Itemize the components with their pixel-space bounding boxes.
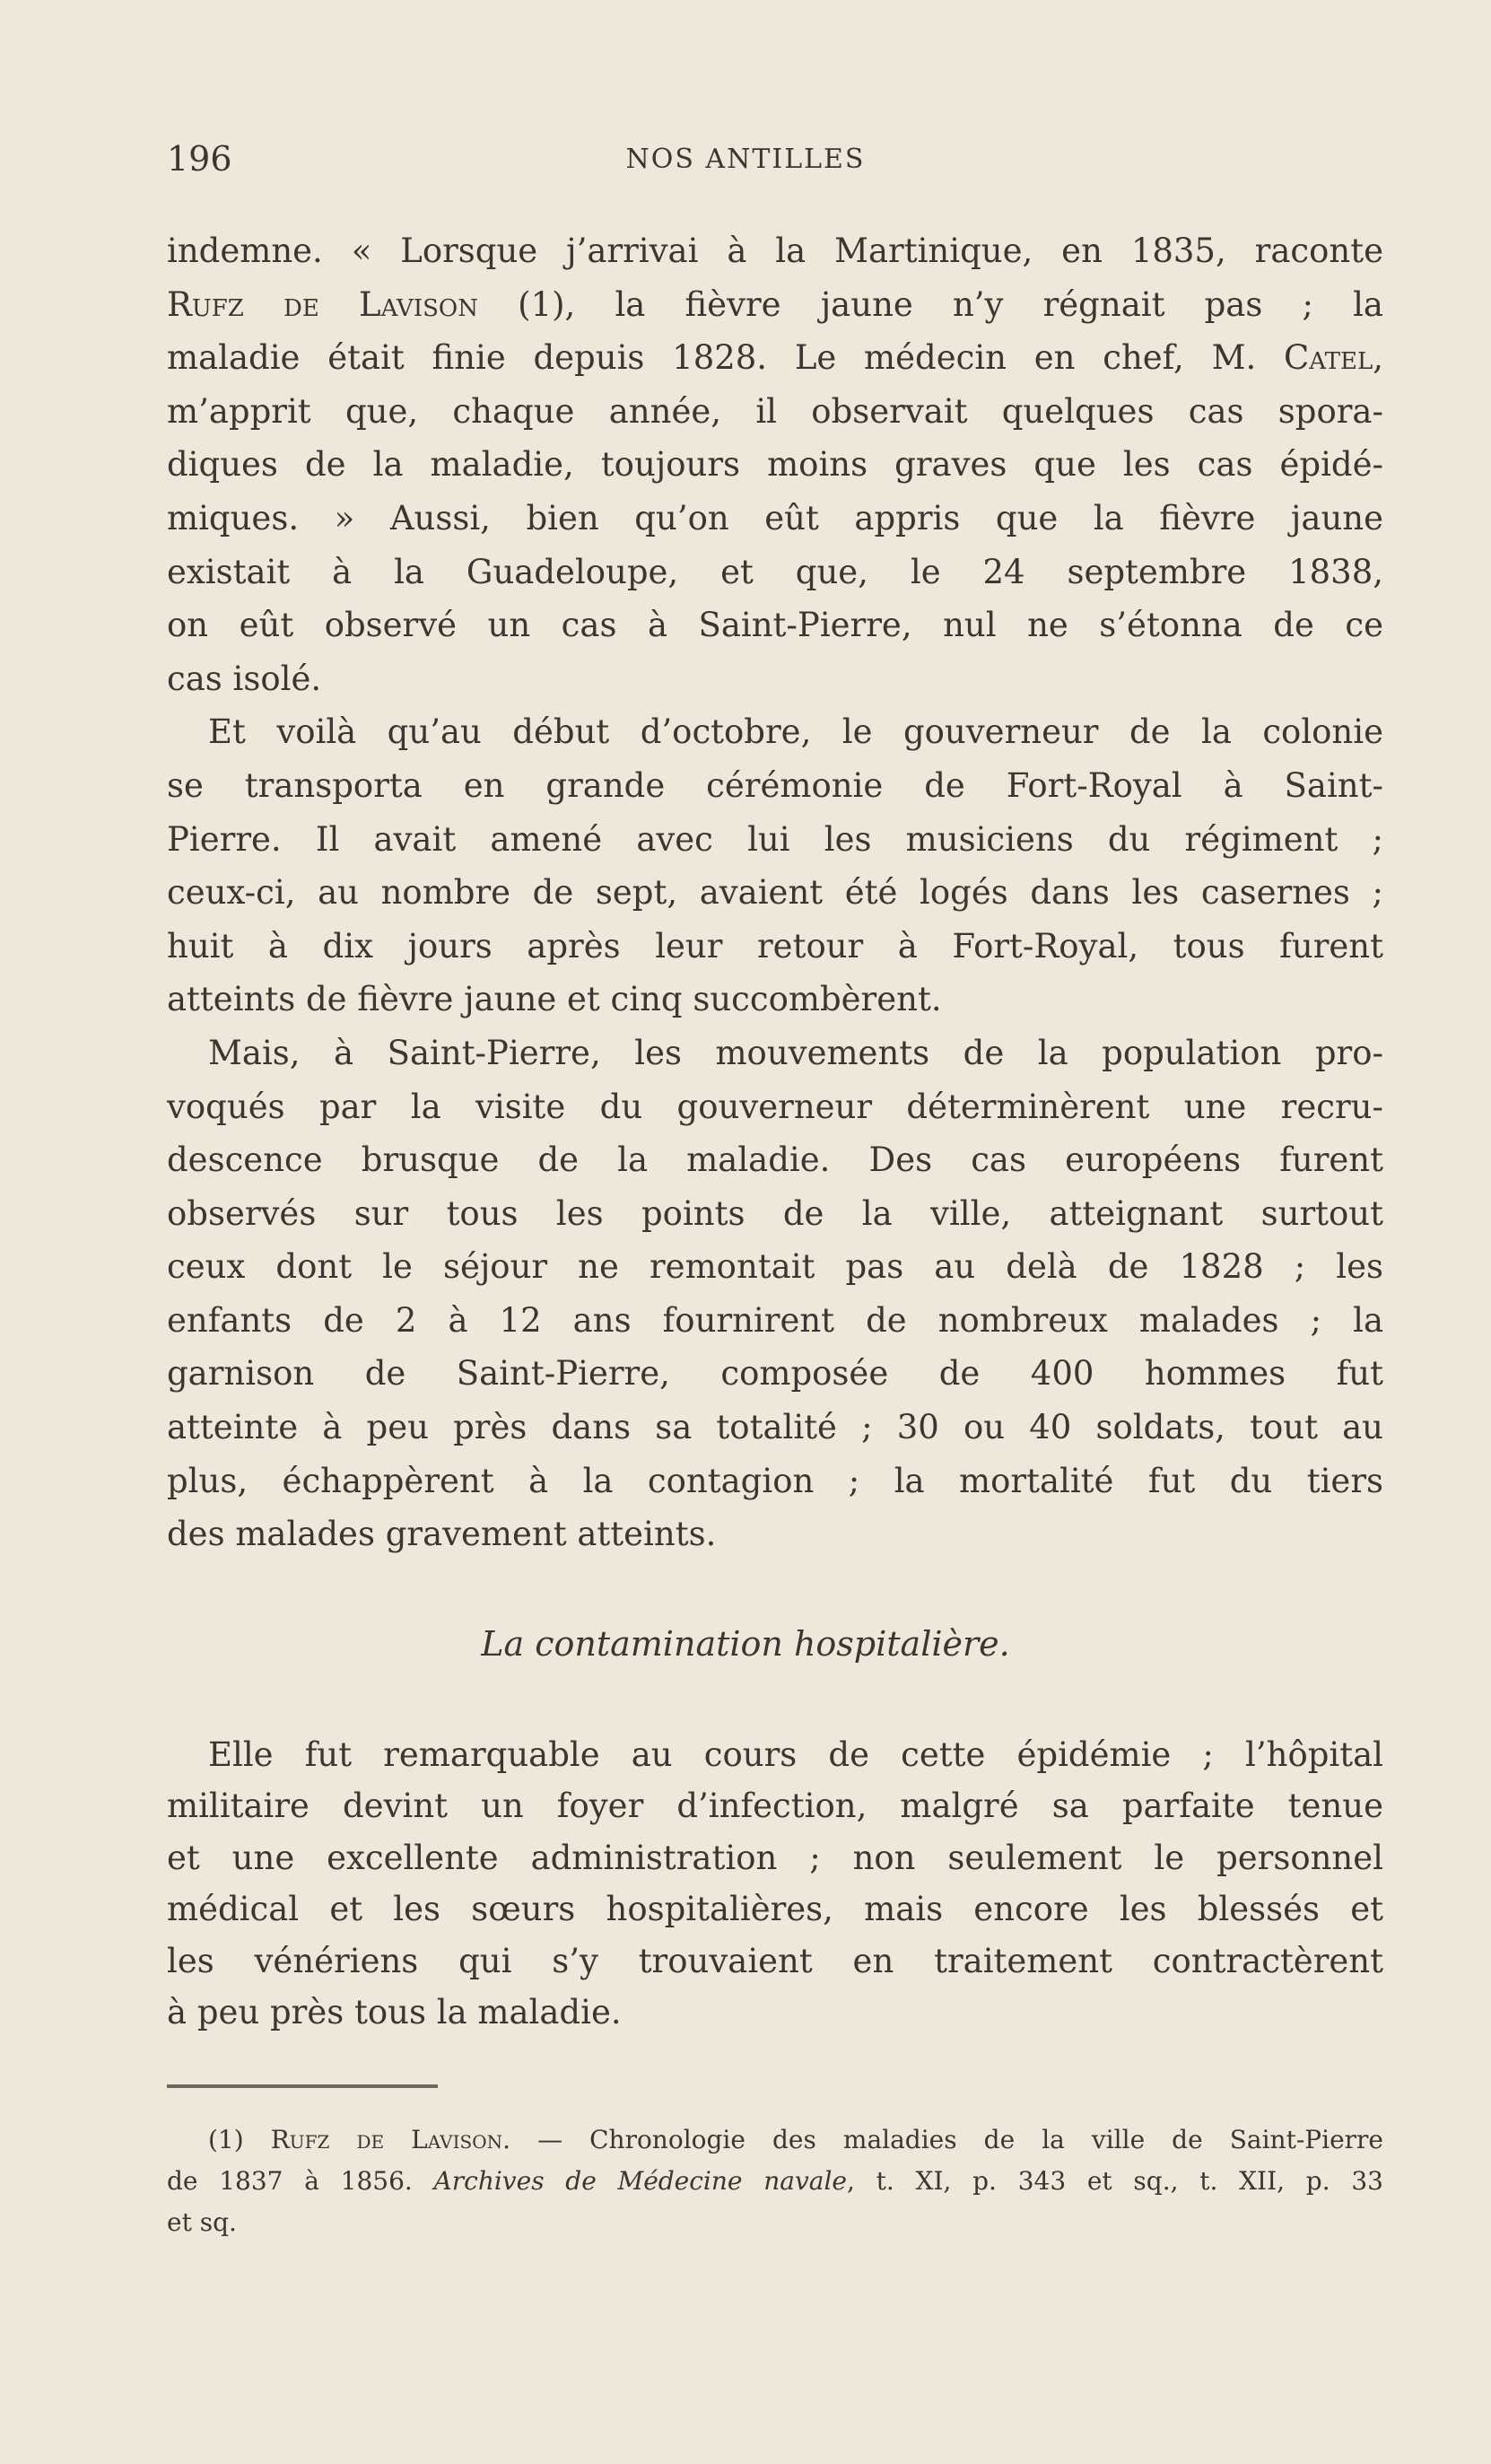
text-segment: ceux-ci, au nombre de sept, avaient été logés dans les casernes ; (167, 873, 1383, 913)
text-line (167, 1780, 1383, 1831)
text-line (167, 1832, 1383, 1883)
body-text (167, 224, 1383, 1561)
text-segment: Elle fut remarquable au cours de cette épidémie ; l’hôpital (208, 1735, 1383, 1774)
text-line (167, 920, 1383, 974)
text-segment: . — Chronologie des maladies de la ville de Saint-Pierre (502, 2125, 1383, 2154)
text-line (167, 759, 1383, 813)
text-segment: Pierre. Il avait amené avec lui les musiciens du régiment ; (167, 819, 1383, 859)
text-segment: à peu près tous la maladie. (167, 1992, 622, 2031)
text-segment: (1), la fièvre jaune n’y régnait pas ; la (477, 284, 1383, 324)
text-line (167, 973, 1383, 1027)
text-segment: observés sur tous les points de la ville, atteignant surtout (167, 1193, 1383, 1233)
text-line (167, 1080, 1383, 1134)
body-text-section (167, 1729, 1383, 2038)
text-line (167, 224, 1383, 278)
text-segment: et sq. (167, 2207, 237, 2237)
text-segment: atteinte à peu près dans sa totalité ; 30 ou 40 soldats, tout au (167, 1408, 1383, 1447)
text-segment: les vénériens qui s’y trouvaient en traitement contractèrent (167, 1941, 1383, 1980)
text-segment: miques. » Aussi, bien qu’on eût appris que la fièvre jaune (167, 498, 1383, 537)
text-segment: , t. XI, p. 343 et sq., t. XII, p. 33 (847, 2166, 1383, 2196)
text-line (167, 2202, 1383, 2243)
text-line (167, 278, 1383, 332)
running-head: NOS ANTILLES (625, 144, 866, 175)
text-segment: Et voilà qu’au début d’octobre, le gouverneur de la colonie (208, 712, 1383, 752)
text-segment: huit à dix jours après leur retour à Fort-Royal, tous furent (167, 926, 1383, 966)
page-number: 196 (167, 139, 232, 179)
text-line (167, 438, 1383, 492)
text-segment: médical et les sœurs hospitalières, mais encore les blessés et (167, 1890, 1383, 1929)
text-segment: et une excellente administration ; non seulement le personnel (167, 1838, 1383, 1877)
text-line (167, 2161, 1383, 2202)
text-segment: diques de la maladie, toujours moins graves que les cas épidé- (167, 445, 1383, 485)
text-segment: existait à la Guadeloupe, et que, le 24 septembre 1838, (167, 552, 1383, 591)
text-line (167, 1133, 1383, 1187)
text-line (167, 1347, 1383, 1401)
text-line (167, 1987, 1383, 2038)
text-segment: atteints de fièvre jaune et cinq succombèrent. (167, 980, 942, 1019)
text-line (167, 1455, 1383, 1508)
text-segment: cas isolé. (167, 659, 322, 698)
text-line (167, 385, 1383, 439)
text-line (167, 1187, 1383, 1241)
text-segment: , (1373, 338, 1383, 378)
text-segment: indemne. « Lorsque j’arrivai à la Martinique, en 1835, raconte (167, 232, 1383, 270)
text-segment: se transporta en grande cérémonie de Fort-Royal à Saint- (167, 765, 1383, 805)
text-segment: maladie était finie depuis 1828. Le médecin en chef, M. (167, 338, 1284, 378)
text-line (167, 652, 1383, 706)
text-line (167, 1240, 1383, 1294)
text-segment: ceux dont le séjour ne remontait pas au delà de 1828 ; les (167, 1247, 1383, 1287)
text-line (167, 1935, 1383, 1987)
text-line (167, 866, 1383, 920)
text-segment: militaire devint un foyer d’infection, malgré sa parfaite tenue (167, 1787, 1383, 1826)
text-segment: plus, échappèrent à la contagion ; la mortalité fut du tiers (167, 1461, 1383, 1500)
text-segment: m’apprit que, chaque année, il observait quelques cas spora- (167, 391, 1383, 431)
author-name: Rufz de Lavison (270, 2125, 503, 2154)
author-name: Catel (1283, 338, 1373, 378)
text-segment: garnison de Saint-Pierre, composée de 400 hommes fut (167, 1354, 1383, 1394)
text-line (167, 1294, 1383, 1348)
text-segment: on eût observé un cas à Saint-Pierre, nul ne s’étonna de ce (167, 606, 1383, 645)
text-line (167, 599, 1383, 652)
text-line (167, 1507, 1383, 1561)
text-segment: voqués par la visite du gouverneur déterminèrent une recru- (167, 1087, 1383, 1126)
text-line (167, 705, 1383, 759)
footnote (167, 2119, 1383, 2243)
footnote-rule (167, 2084, 438, 2088)
text-line (167, 492, 1383, 546)
text-segment: de 1837 à 1856. (167, 2166, 434, 2196)
text-line (167, 1401, 1383, 1455)
text-segment: descence brusque de la maladie. Des cas européens furent (167, 1140, 1383, 1180)
text-line (167, 1883, 1383, 1935)
text-segment: (1) (208, 2125, 271, 2154)
section-heading: La contamination hospitalière. (481, 1624, 1010, 1664)
text-line (167, 1027, 1383, 1080)
journal-title: Archives de Médecine navale (433, 2166, 847, 2196)
text-segment: enfants de 2 à 12 ans fournirent de nombreux malades ; la (167, 1300, 1383, 1340)
text-line (167, 2119, 1383, 2161)
text-segment: Mais, à Saint-Pierre, les mouvements de la population pro- (208, 1033, 1383, 1072)
text-line (167, 546, 1383, 599)
text-line (167, 813, 1383, 867)
text-segment: des malades gravement atteints. (167, 1515, 717, 1554)
author-name: Rufz de Lavison (167, 284, 478, 324)
text-line (167, 1729, 1383, 1780)
text-line (167, 331, 1383, 385)
